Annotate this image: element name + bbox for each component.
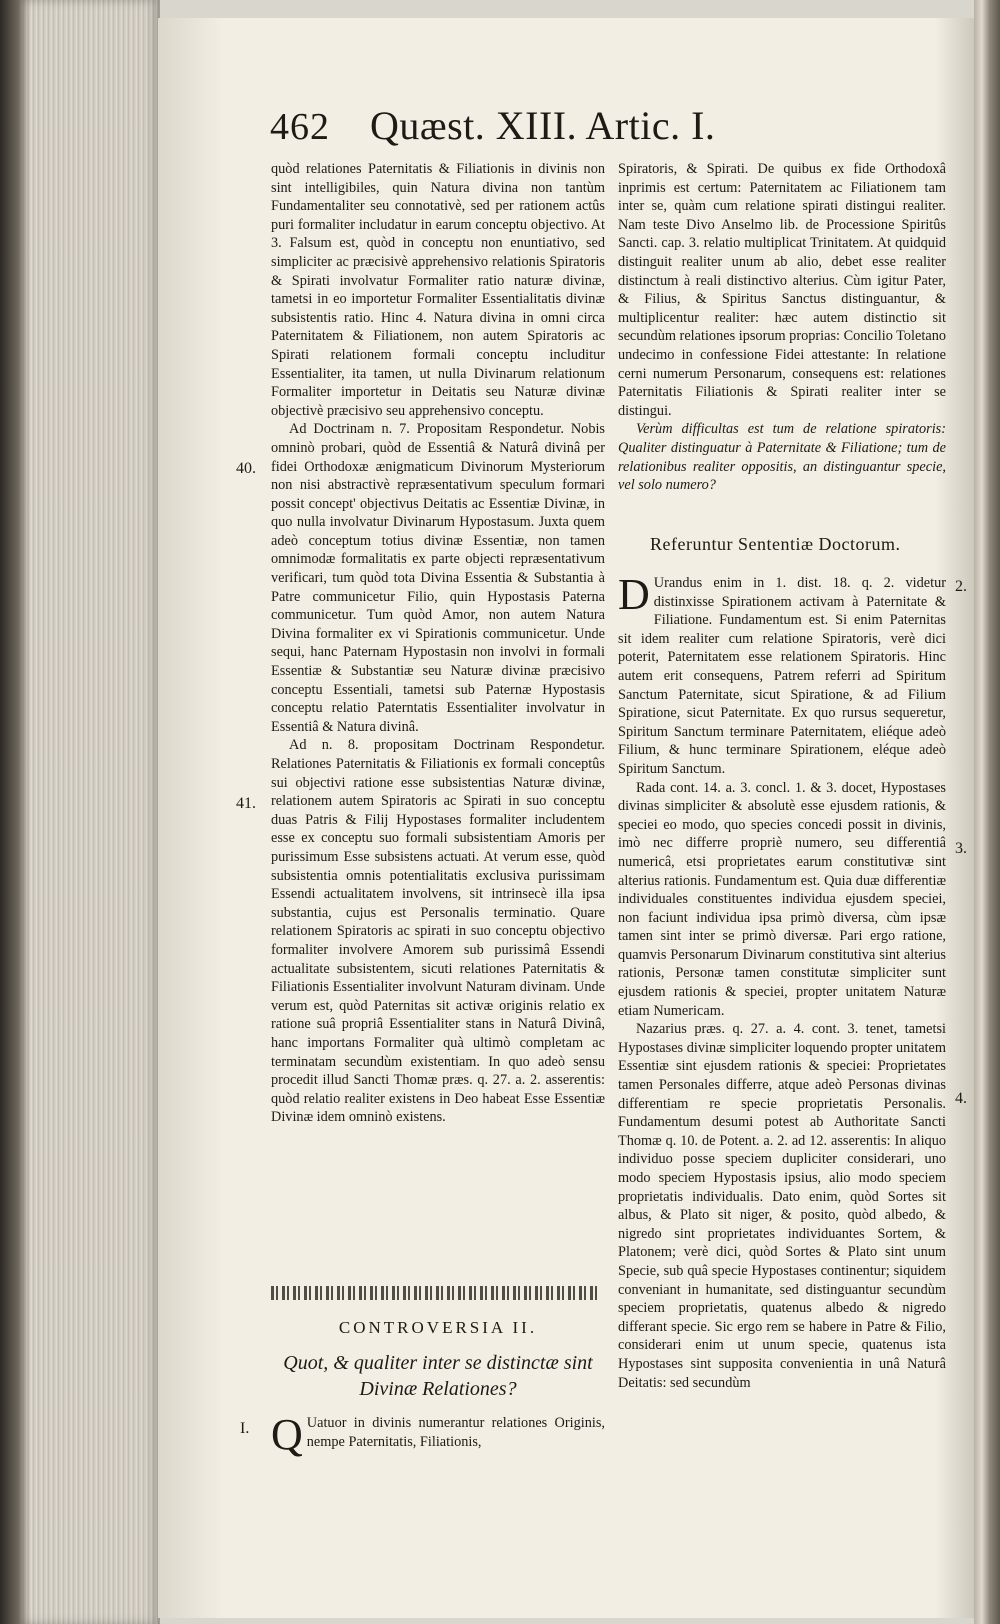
margin-number: I.: [240, 1420, 250, 1437]
drop-cap: Q: [271, 1410, 303, 1459]
margin-number: 4.: [955, 1090, 967, 1107]
right-column-top: [618, 160, 946, 495]
page-header: [270, 102, 810, 152]
drop-cap: D: [618, 570, 650, 619]
left-column: [271, 160, 605, 1127]
section-title: Referuntur Sententiæ Doctorum.: [650, 534, 901, 554]
paragraph: Ad Doctrinam n. 7. Propositam Respondetur. Nobis omninò probari, quòd de Essentiâ & Naturâ divinâ per fidei Orthodoxæ ænigmaticum Divinorum Mysteriorum non nisi abstractivè repræsentativum speculum formari possit concept' objectivus Deitatis ac Essentiæ Divinæ, in quo nulla involvatur Divinarum Hypostasum. Juxta quem adeò conceptum totius divinæ Essentiæ, non tamen omnimodæ formalitatis ex parte objecti repræsentativum verificari, tum quòd tota Divina Essentia & Substantia à Patre communicetur Filio, quin Hypostasis Paterna communicetur. Tum quòd Amor, non autem Natura Divina formaliter ex vi Spirationis communicetur. Unde sequi, hanc Paternam Hypostasin non involvi in formali Essentiæ & Substantiæ seu Naturæ divinæ præcisivo conceptu Essentiali, tametsi sub Paternæ Hypostasis conceptu relatio Paterntatis Essentialiter involvatur in Essentiâ & Natura divinâ.: [271, 421, 605, 735]
controversy-opening: [271, 1410, 605, 1459]
running-title: Quæst. XIII. Artic. I.: [370, 103, 716, 148]
margin-number: 2.: [955, 578, 967, 595]
margin-number: 40.: [236, 460, 256, 477]
paragraph: Spiratoris, & Spirati. De quibus ex fide Orthodoxâ inprimis est certum: Paternitatem ac Filiationem tam inter se, quàm cum relatione spirati distingui realiter. Nam teste Divo Anselmo lib. de Processione Spiritûs Sancti. cap. 3. relatio multiplicat Trinitatem. At quidquid distinguit realiter unum ab alio, debet esse realiter distinctum à reali distinctivo alterius. Cùm igitur Pater, & Filius, & Spiritus Sanctus distinguantur, & multiplicentur realiter: hæc autem distinctio sit secundùm relationes ipsorum proprias: Concilio Toletano undecimo in confessione Fidei attestante: In relatione cerni numerum Personarum, consequens est: relationes Paternitatis Filiationis & Spirati realiter inter se distingui.: [618, 161, 946, 419]
paragraph: Ad n. 8. propositam Doctrinam Respondetur. Relationes Paternitatis & Filiationis ex formali conceptûs sui objectivi ratione esse subsistentias Naturæ divinæ, relationem autem Spiratoris ac Spirati in suo conceptu duas Patris & Filij Hypostases formaliter includentem esse ex conceptu suo formali subsistentiam Amoris per purissimum Esse subsistens actuati. At verum esse, quòd subsistentia omnis potentialitatis exclusiva purissimam Essendi actualitatem involvens, sit intrinsecè illa ipsa substantia, cujus est Personalis terminatio. Quare relationem Spiratoris ac spirati in suo conceptu objectivo formaliter involvere Amorem sub purissimâ Essendi actualitate subsistentem, sicuti relationes Paternitatis & Filiationis Essentialiter involvunt Naturam divinam. Unde verum est, quòd Paternitas sit activæ originis relatio ex ratione suâ propriâ Essentialiter stans in Naturâ Divinâ, hanc importans Formaliter quà ultimò completam ac terminatam secundùm existentiam. In quo adeò sensu procedit illud Sancti Thomæ præs. q. 27. a. 2. asserentis: quòd relatio realiter existens in Deo habeat Esse Essentiæ Divinæ idem omninò existens.: [271, 737, 605, 1126]
margin-number: 41.: [236, 795, 256, 812]
paragraph-text: Urandus enim in 1. dist. 18. q. 2. videtur distinxisse Spirationem activam à Paternitate & Filiatione. Fundamentum est. Si enim Paternitas sit idem realiter cum relatione Spiratoris, verè dici poterit, Paternitatem esse relationem Spiratoris. Hinc autem erit consequens, Patrem referri ad Spiritum Sanctum Paternitate, sicut Spiratione, & ad Filium Spiratione, sicut Paternitate. Ex quo rursus sequeretur, Spiritum Sanctum terminare Paternitatem, eliéque adeò Filium, & hunc terminare Spirationem, eléque adeò Spiritum Sanctum.: [618, 575, 946, 777]
question-heading: Quot, & qualiter inter se distinctæ sint Divinæ Relationes?: [283, 1352, 593, 1400]
page-number: 462: [270, 106, 330, 148]
book-spine-edge: [974, 0, 1000, 1624]
paragraph: Verùm difficultas est tum de relatione spiratoris: Qualiter distinguatur à Paternitate & Filiatione; tum de relationibus realiter oppositis, an distinguantur specie, vel solo numero?: [618, 421, 946, 494]
paragraph: [618, 570, 946, 779]
paragraph: quòd relationes Paternitatis & Filiationis in divinis non sint intelligibiles, quin Natura divina non tantùm Fundamentaliter seu connotativè, sed per rationem actûs puri formaliter includatur in earum conceptu objectivo. At 3. Falsum est, quòd in conceptu non enuntiativo, sed simpliciter ac præcisivè apprehensivo relationis Spiratoris & Spirati involvatur Formaliter ratio naturæ divinæ, tametsi in eo importetur Formaliter Essentialitatis divinæ subsistentis ratio. Hinc 4. Natura divina in omni circa Paternitatem & Filiationem, non autem Spiratoris ac Spirati relationem formali conceptu includitur Essentialiter, ita tamen, ut nulla Divinarum relationum Formaliter importetur in Deitatis seu Naturæ divinæ objectivè præcisivo seu apprehensivo conceptu.: [271, 161, 605, 419]
right-column-bottom: [618, 570, 946, 1392]
controversy-heading: CONTROVERSIA II.: [338, 1318, 538, 1337]
decorative-ornament-band: [271, 1286, 599, 1300]
paragraph: Uatuor in divinis numerantur relationes Originis, nempe Paternitatis, Filiationis,: [306, 1415, 605, 1450]
book-page-edges: [0, 0, 160, 1624]
margin-number: 3.: [955, 840, 967, 857]
paragraph: Rada cont. 14. a. 3. concl. 1. & 3. docet, Hypostases divinas simpliciter & absolutè esse ejusdem rationis, & speciei eo modo, quo species concedi possit in divinis, imò nec differre propriè numero, seu differentiâ numericâ, etsi proprietates earum constitutivæ sint alterius rationis. Fundamentum est. Quia duæ differentiæ individuales constituentes individua ejusdem speciei, non faciunt individua ipsa primò diversa, cùm ipsæ tamen sint inter se primò diversæ. Pari ergo ratione, quamvis Personarum Divinarum constitutiva sint alterius rationis, Personæ tamen constitutæ simpliciter sunt ejusdem rationis & speciei, propter unitatem Naturæ etiam Numericam.: [618, 779, 946, 1019]
paragraph: Nazarius præs. q. 27. a. 4. cont. 3. tenet, tametsi Hypostases divinæ simpliciter loquendo propter unitatem Essentiæ sint ejusdem rationis & speciei: Proprietates tamen Personales differre, atque adeò Personas divinas differentiam re specie proprietatis Personalis. Fundamentum desumi potest ab Authoritate Sancti Thomæ q. 10. de Potent. a. 2. ad 12. asserentis: In aliquo individuo posse speciem dupliciter considerari, uno modo speciem Hypostasis ipsius, alio modo speciem proprietatis individualis. Dato enim, quòd Sortes sit albus, & Plato sit niger, & posito, quòd albedo, & nigredo sint proprietates individuantes Sortem, & Platonem; verè dici, quòd Sortes & Plato sint unum Specie, sub quâ specie Hypostases continentur; siquidem conveniant in humanitate, sed distinguantur secundùm speciem proprietatis, quatenus albedo & nigredo differant specie. Sic ergo rem se habere in Patre & Filio, considerari enim ut unum specie, quatenus ista Hypostases sint supposita convenientia in unâ Naturâ Deitatis: sed secundùm: [618, 1021, 946, 1391]
